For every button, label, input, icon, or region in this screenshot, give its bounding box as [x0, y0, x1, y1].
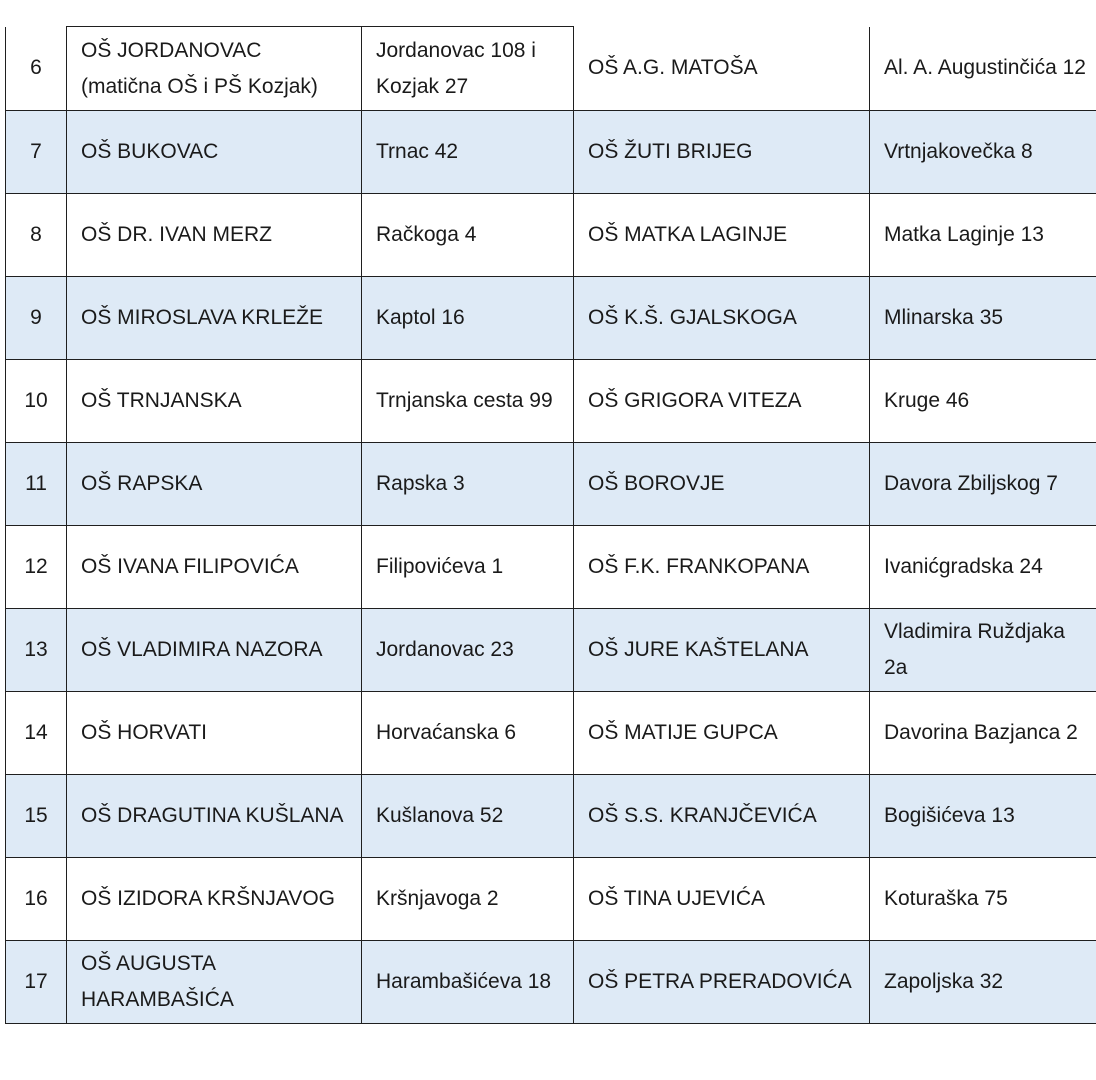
address-left: Jordanovac 108 i Kozjak 27: [362, 27, 574, 111]
table-row: [6, 194, 1096, 277]
school-name-right: OŠ BOROVJE: [574, 443, 870, 526]
school-name-left: OŠ IVANA FILIPOVIĆA: [67, 526, 362, 609]
address-right: Bogišićeva 13: [870, 775, 1096, 858]
school-name-right: OŠ ŽUTI BRIJEG: [574, 111, 870, 194]
school-name-right: OŠ PETRA PRERADOVIĆA: [574, 941, 870, 1024]
address-left: Kaptol 16: [362, 277, 574, 360]
table-row: [6, 858, 1096, 941]
table-row: [6, 941, 1096, 1024]
school-name-right: OŠ MATIJE GUPCA: [574, 692, 870, 775]
row-number: 11: [6, 443, 67, 526]
school-name-right: OŠ MATKA LAGINJE: [574, 194, 870, 277]
school-name-left: OŠ BUKOVAC: [67, 111, 362, 194]
address-right: Mlinarska 35: [870, 277, 1096, 360]
school-name-left: OŠ RAPSKA: [67, 443, 362, 526]
address-right: Davora Zbiljskog 7: [870, 443, 1096, 526]
school-name-left: OŠ MIROSLAVA KRLEŽE: [67, 277, 362, 360]
row-number: 16: [6, 858, 67, 941]
school-name-left: OŠ DRAGUTINA KUŠLANA: [67, 775, 362, 858]
address-left: Horvaćanska 6: [362, 692, 574, 775]
row-number: 8: [6, 194, 67, 277]
address-right: Vladimira Ruždjaka 2a: [870, 609, 1096, 692]
table-row: [6, 775, 1096, 858]
address-left: Račkoga 4: [362, 194, 574, 277]
school-name-left: OŠ HORVATI: [67, 692, 362, 775]
schools-table: [5, 26, 1096, 1024]
school-name-right: OŠ GRIGORA VITEZA: [574, 360, 870, 443]
address-left: Kršnjavoga 2: [362, 858, 574, 941]
school-name-right: OŠ K.Š. GJALSKOGA: [574, 277, 870, 360]
address-left: Kušlanova 52: [362, 775, 574, 858]
address-left: Trnjanska cesta 99: [362, 360, 574, 443]
table-row: [6, 526, 1096, 609]
school-name-right: OŠ S.S. KRANJČEVIĆA: [574, 775, 870, 858]
address-right: Davorina Bazjanca 2: [870, 692, 1096, 775]
address-right: Koturaška 75: [870, 858, 1096, 941]
school-name-left: OŠ JORDANOVAC (matična OŠ i PŠ Kozjak): [67, 27, 362, 111]
table-row: [6, 360, 1096, 443]
address-left: Trnac 42: [362, 111, 574, 194]
school-name-left: OŠ DR. IVAN MERZ: [67, 194, 362, 277]
school-name-right: OŠ TINA UJEVIĆA: [574, 858, 870, 941]
school-name-left: OŠ IZIDORA KRŠNJAVOG: [67, 858, 362, 941]
address-left: Filipovićeva 1: [362, 526, 574, 609]
row-number: 6: [6, 27, 67, 111]
row-number: 9: [6, 277, 67, 360]
address-right: Kruge 46: [870, 360, 1096, 443]
table-row: [6, 27, 1096, 111]
school-name-left: OŠ TRNJANSKA: [67, 360, 362, 443]
school-name-left: OŠ VLADIMIRA NAZORA: [67, 609, 362, 692]
address-right: Matka Laginje 13: [870, 194, 1096, 277]
address-right: Zapoljska 32: [870, 941, 1096, 1024]
address-right: Ivanićgradska 24: [870, 526, 1096, 609]
school-name-right: OŠ JURE KAŠTELANA: [574, 609, 870, 692]
row-number: 15: [6, 775, 67, 858]
row-number: 13: [6, 609, 67, 692]
table-row: [6, 692, 1096, 775]
row-number: 10: [6, 360, 67, 443]
address-left: Rapska 3: [362, 443, 574, 526]
row-number: 17: [6, 941, 67, 1024]
school-name-right: OŠ F.K. FRANKOPANA: [574, 526, 870, 609]
row-number: 14: [6, 692, 67, 775]
row-number: 12: [6, 526, 67, 609]
school-name-right: OŠ A.G. MATOŠA: [574, 27, 870, 111]
table-row: [6, 443, 1096, 526]
address-left: Harambašićeva 18: [362, 941, 574, 1024]
table-row: [6, 111, 1096, 194]
address-left: Jordanovac 23: [362, 609, 574, 692]
row-number: 7: [6, 111, 67, 194]
school-name-left: OŠ AUGUSTA HARAMBAŠIĆA: [67, 941, 362, 1024]
address-right: Vrtnjakovečka 8: [870, 111, 1096, 194]
table-row: [6, 609, 1096, 692]
table-row: [6, 277, 1096, 360]
address-right: Al. A. Augustinčića 12: [870, 27, 1096, 111]
